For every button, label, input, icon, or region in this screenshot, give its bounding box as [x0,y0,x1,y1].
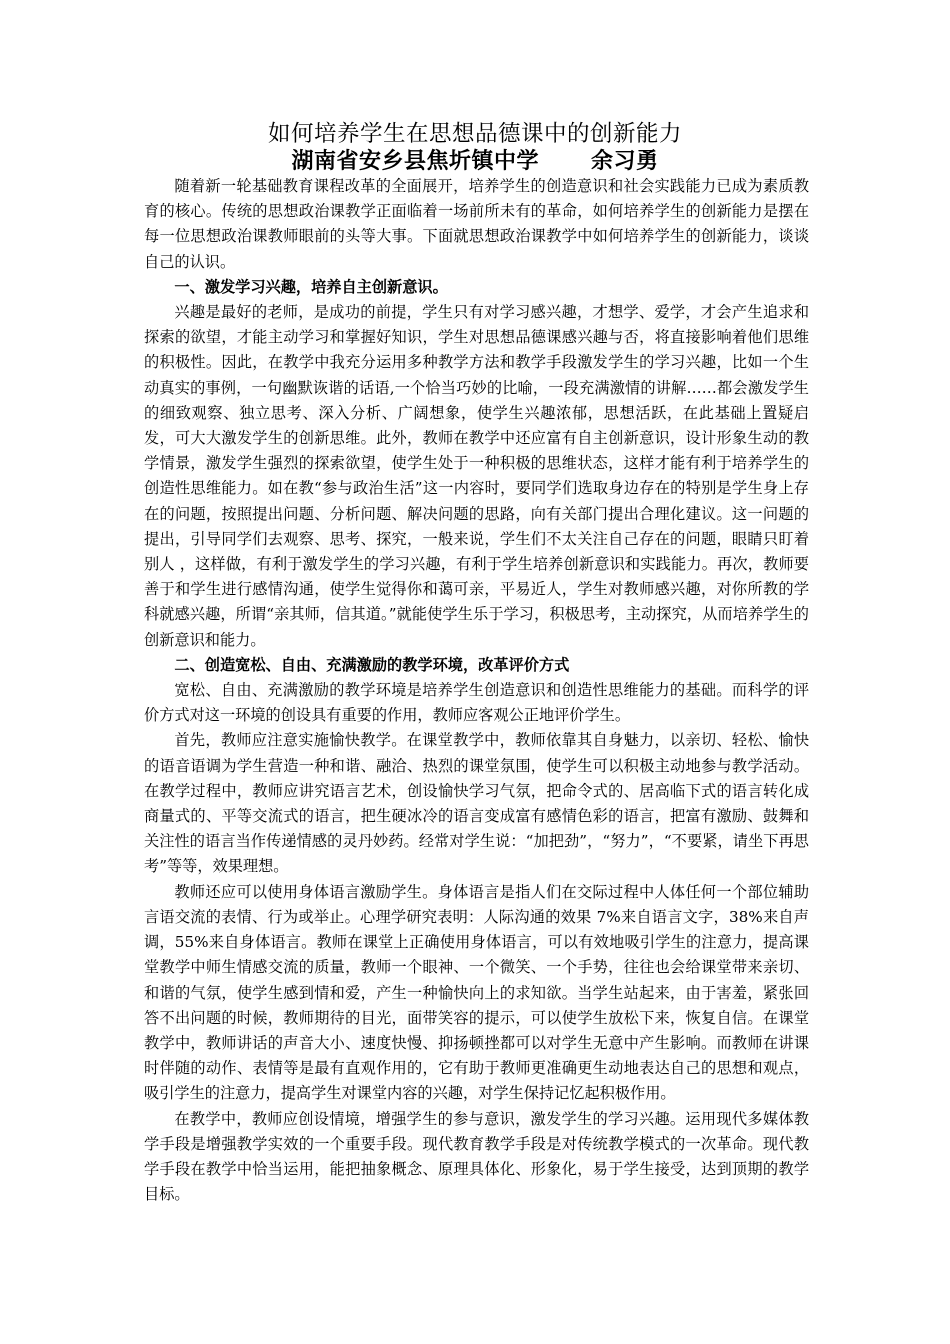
document-byline [120,148,830,176]
paragraph: 兴趣是最好的老师，是成功的前提，学生只有对学习感兴趣，才想学、爱学，才会产生追求和探索的欲望，才能主动学习和掌握好知识，学生对思想品德课感兴趣与否，将直接影响着他们思维的积极性。因此，在教学中我充分运用多种教学方法和教学手段激发学生的学习兴趣，比如一个生动真实的事例，一句幽默诙谐的话语,一个恰当巧妙的比喻，一段充满激情的讲解……都会激发学生的细致观察、独立思考、深入分析、广阔想象，使学生兴趣浓郁，思想活跃，在此基础上置疑启发，可大大激发学生的创新思维。此外，教师在教学中还应富有自主创新意识，设计形象生动的教学情景，激发学生强烈的探索欲望，使学生处于一种积极的思维状态，这样才能有利于培养学生的创造性思维能力。如在教“参与政治生活”这一内容时，要同学们选取身边存在的特别是学生身上存在的问题，按照提出问题、分析问题、解决问题的思路，向有关部门提出合理化建议。这一问题的提出，引导同学们去观察、思考、探究，一般来说，学生们不太关注自己存在的问题，眼睛只盯着别人 ，这样做，有利于激发学生的学习兴趣，有利于学生培养创新意识和实践能力。再次，教师要善于和学生进行感情沟通，使学生觉得你和蔼可亲，平易近人，学生对教师感兴趣，对你所教的学科就感兴趣，所谓“亲其师，信其道。”就能使学生乐于学习，积极思考，主动探究，从而培养学生的创新意识和能力。 [144,303,809,649]
paragraph-intro: 随着新一轮基础教育课程改革的全面展开，培养学生的创造意识和社会实践能力已成为素质教育的核心。传统的思想政治课教学正面临着一场前所未有的革命，如何培养学生的创新能力是摆在每一位思想政治课教师眼前的头等大事。下面就思想政治课教学中如何培养学生的创新能力，谈谈自己的认识。 [144,177,809,271]
paragraph: 宽松、自由、充满激励的教学环境是培养学生创造意识和创造性思维能力的基础。而科学的评价方式对这一环境的创设具有重要的作用，教师应客观公正地评价学生。 [144,681,809,725]
paragraph: 首先，教师应注意实施愉快教学。在课堂教学中，教师依靠其自身魅力，以亲切、轻松、愉快的语音语调为学生营造一种和谐、融洽、热烈的课堂氛围，使学生可以积极主动地参与教学活动。在教学过程中，教师应讲究语言艺术，创设愉快学习气氛，把命令式的、居高临下式的语言转化成商量式的、平等交流式的语言，把生硬冰冷的语言变成富有感情色彩的语言，把富有激励、鼓舞和关注性的语言当作传递情感的灵丹妙药。经常对学生说：“加把劲”，“努力”，“不要紧，请坐下再思考”等等，效果理想。 [144,731,809,876]
document-body [144,174,809,1207]
paragraph: 在教学中，教师应创设情境，增强学生的参与意识，激发学生的学习兴趣。运用现代多媒体教学手段是增强教学实效的一个重要手段。现代教育教学手段是对传统教学模式的一次革命。现代教学手段在教学中恰当运用，能把抽象概念、原理具体化、形象化，易于学生接受，达到顶期的教学目标。 [144,1109,809,1204]
school-name: 湖南省安乡县焦圻镇中学 [291,149,539,174]
section-heading-2: 二、创造宽松、自由、充满激励的教学环境，改革评价方式 [174,655,570,674]
paragraph: 教师还应可以使用身体语言激励学生。身体语言是指人们在交际过程中人体任何一个部位辅助言语交流的表情、行为或举止。心理学研究表明：人际沟通的效果 7%来自语言文字，38%来自声调，55%来自身体语言。教师在课堂上正确使用身体语言，可以有效地吸引学生的注意力，提高课堂教学中师生情感交流的质量，教师一个眼神、一个微笑、一个手势，往往也会给课堂带来亲切、和谐的气氛，使学生感到情和爱，产生一种愉快向上的求知欲。当学生站起来，由于害羞，紧张回答不出问题的时候，教师期待的目光，面带笑容的提示，可以使学生放松下来，恢复自信。在课堂教学中，教师讲话的声音大小、速度快慢、抑扬顿挫都可以对学生无意中产生影响。而教师在讲课时伴随的动作、表情等是最有直观作用的，它有助于教师更准确更生动地表达自己的思想和观点，吸引学生的注意力，提高学生对课堂内容的兴趣，对学生保持记忆起积极作用。 [144,882,809,1103]
document-title: 如何培养学生在思想品德课中的创新能力 [267,121,682,147]
section-heading-1: 一、激发学习兴趣，培养自主创新意识。 [174,277,448,296]
author-name: 余习勇 [591,149,659,174]
